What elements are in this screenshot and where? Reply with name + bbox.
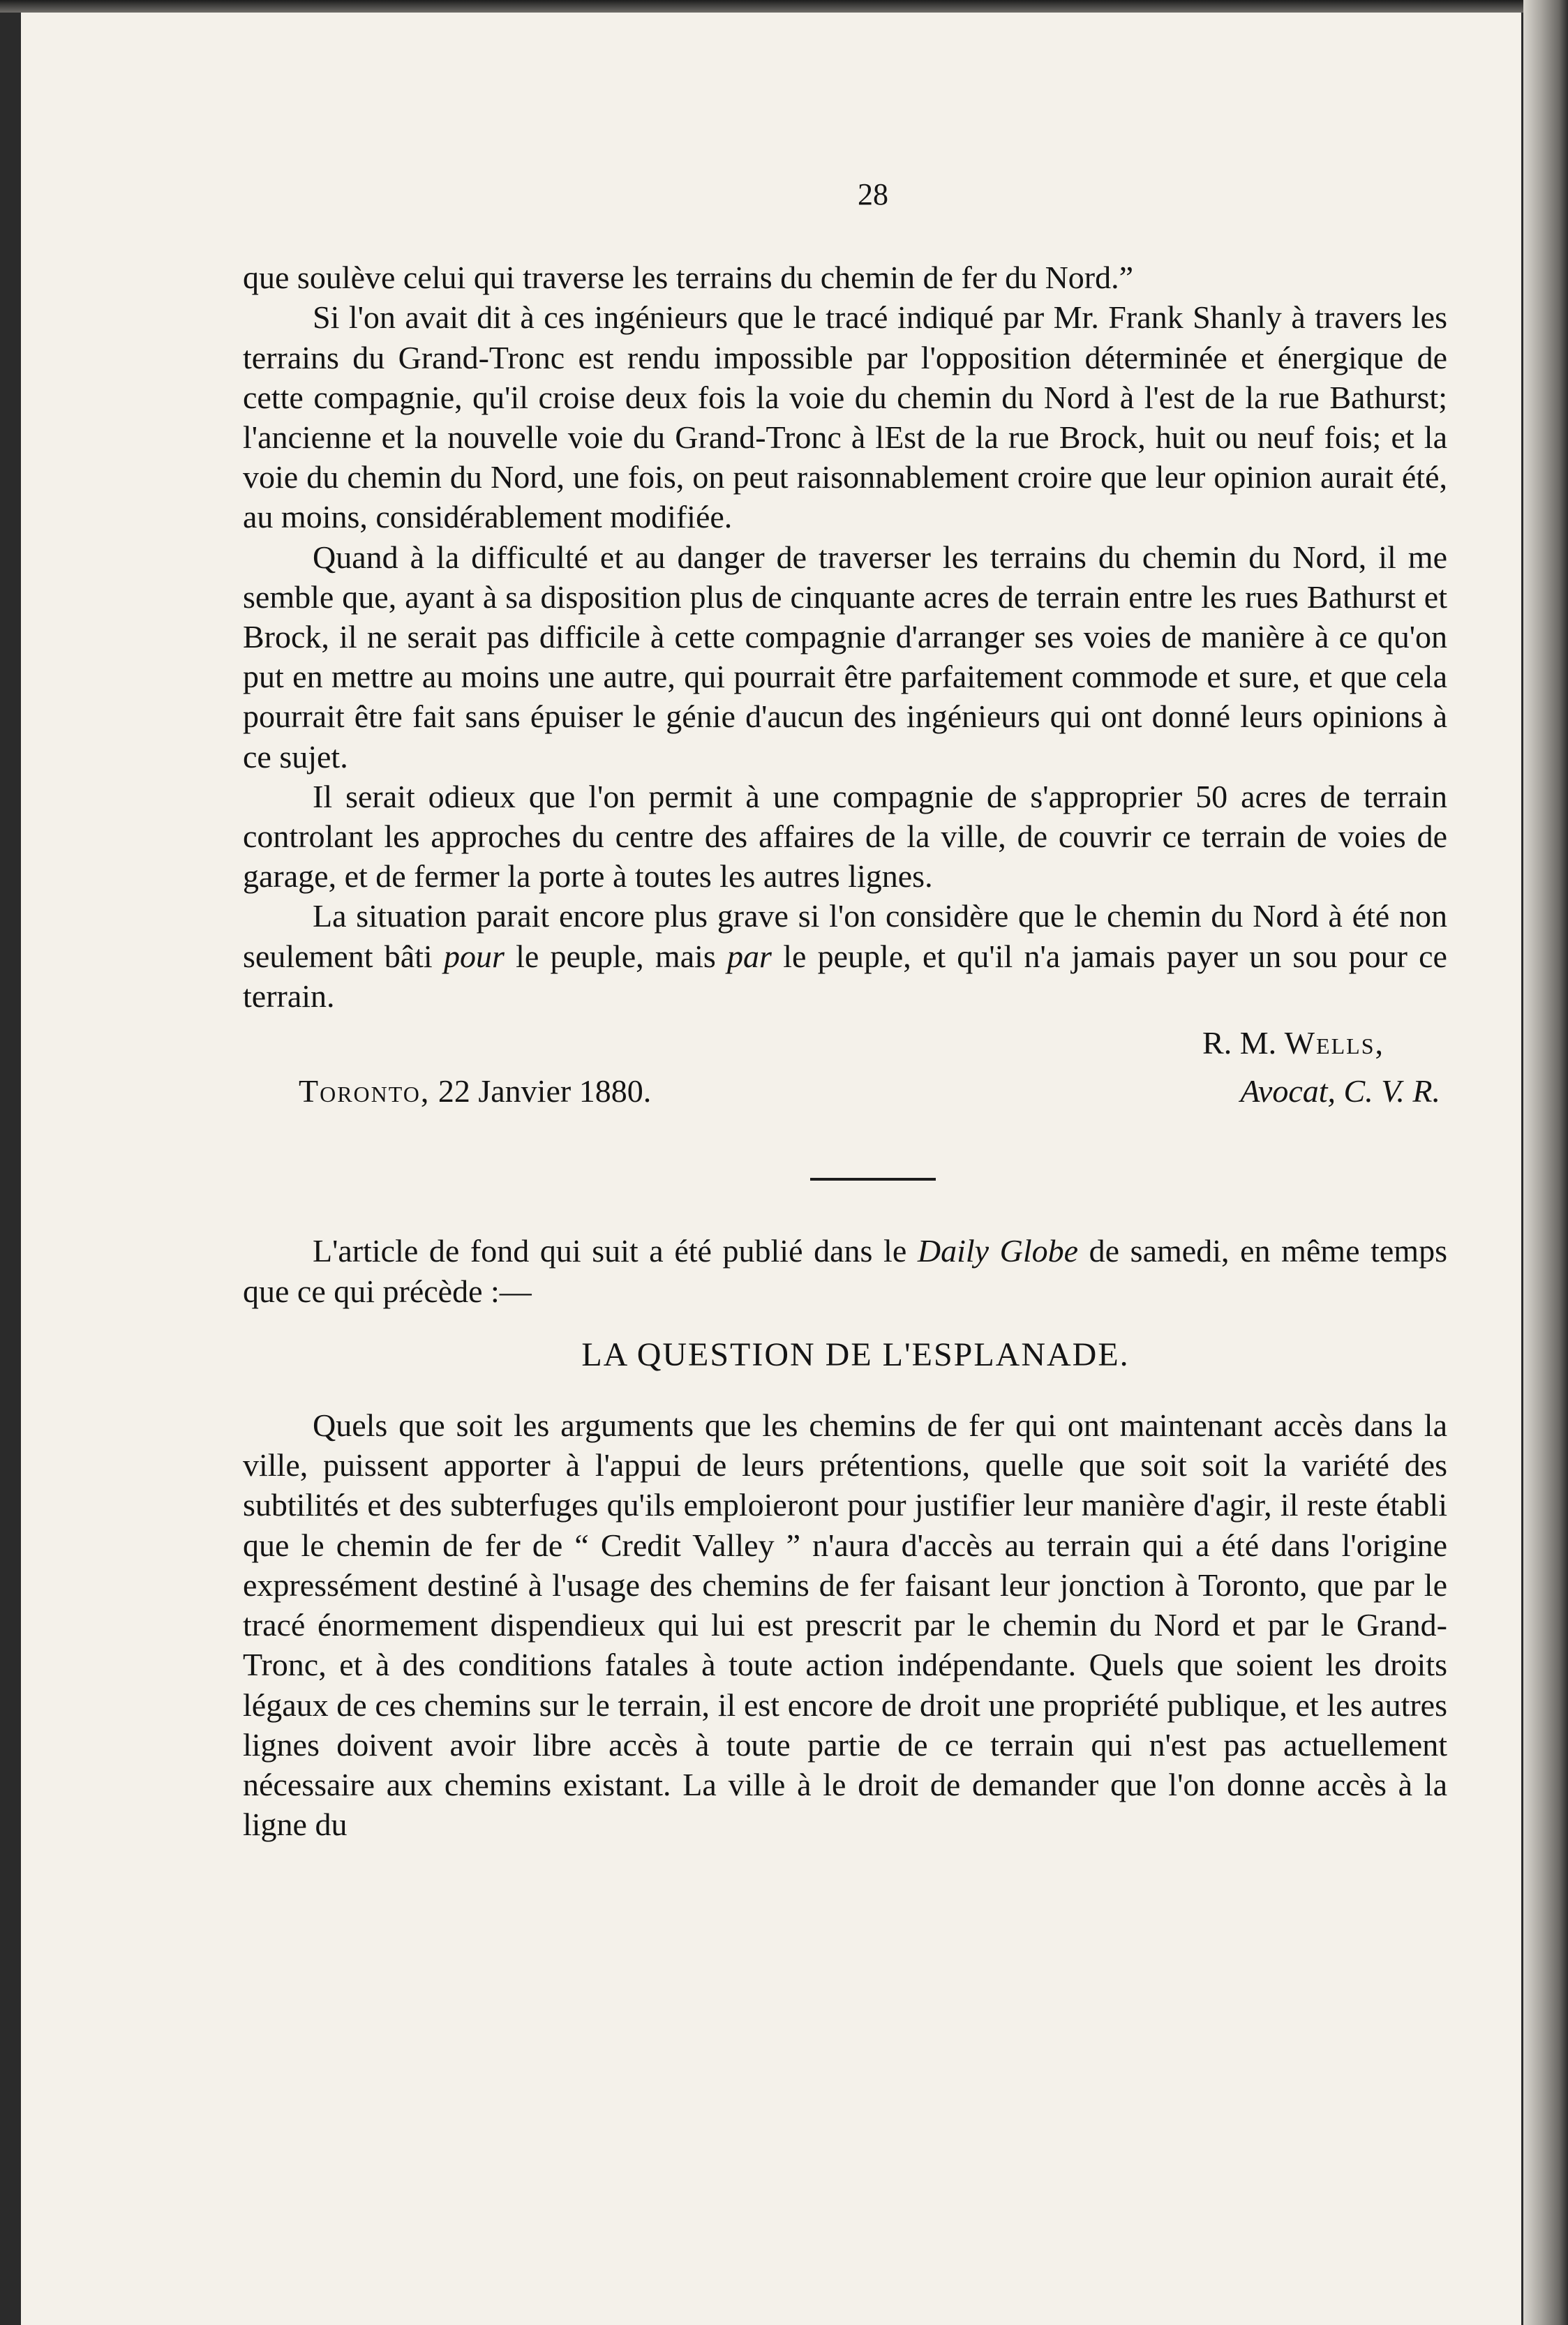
article-paragraph: Quels que soit les arguments que les chemins de fer qui ont maintenant accès dans la ville, puissent apporter à l'appui de leurs prétentions, quelle que soit soit la variété des subtilités et des subterfuges qu'ils emploieront pour justifier leur manière d'agir, il reste établi que le chemin de fer de “ Credit Valley ” n'aura d'accès au terrain qui a été dans l'origine expressément destiné à l'usage des chemins de fer faisant leur jonction à Toronto, que par le tracé énormement dispendieux qui lui est prescrit par le chemin du Nord et par le Grand-Tronc, et à des conditions fatales à toute action indépendante. Quels que soient les droits légaux de ces chemins sur le terrain, il est encore de droit une propriété publique, et les autres lignes doivent avoir libre accès à toute partie de ce terrain qui n'est pas actuellement nécessaire aux chemins existant. La ville à le droit de demander que l'on donne accès à la ligne du	[243, 1407, 1447, 1843]
signature-place: Toronto,	[299, 1073, 431, 1109]
section-divider	[810, 1178, 936, 1181]
intro-end: de samedi, en même temps que ce qui précède :—	[243, 1233, 1447, 1309]
italic-par: par	[727, 938, 772, 974]
italic-pour: pour	[443, 938, 505, 974]
paragraph-5-middle: le peuple, mais	[504, 938, 728, 974]
book-page	[21, 13, 1521, 2325]
paragraph-2: Si l'on avait dit à ces ingénieurs que le tracé indiqué par Mr. Frank Shanly à travers les terrains du Grand-Tronc est rendu impossible par l'opposition déterminée et énergique de cette compagnie, qu'il croise deux fois la voie du chemin du Nord à l'est de la rue Bathurst; l'ancienne et la nouvelle voie du Grand-Tronc à lEst de la rue Brock, huit ou neuf fois; et la voie du chemin du Nord, une fois, on peut raisonnablement croire que leur opinion aurait été, au moins, considérablement modifiée.	[243, 299, 1447, 535]
signature-title: Avocat, C. V. R.	[1240, 1073, 1440, 1109]
signature-date: 22 Janvier 1880.	[430, 1073, 652, 1109]
page-gutter-shadow	[1523, 0, 1568, 2325]
paragraph-1: que soulève celui qui traverse les terrains du chemin de fer du Nord.”	[243, 260, 1134, 296]
signature-name	[243, 1023, 1447, 1063]
paragraph-5-start: La situation parait encore plus grave si l'on considère que le chemin du Nord à été non seulement bâti	[243, 898, 1447, 974]
paragraph-5	[243, 896, 1447, 1016]
page-text	[243, 174, 1447, 1844]
intro-paragraph	[243, 1231, 1447, 1310]
signature-surname: Wells,	[1284, 1025, 1384, 1061]
newspaper-name: Daily Globe	[917, 1233, 1079, 1269]
signature-initials: R. M.	[1202, 1025, 1285, 1061]
paragraph-5-end: le peuple, et qu'il n'a jamais payer un sou pour ce terrain.	[243, 938, 1447, 1014]
article-heading: LA QUESTION DE L'ESPLANADE.	[581, 1336, 1130, 1373]
page-top-edge	[0, 0, 1568, 13]
intro-start: L'article de fond qui suit a été publié dans le	[313, 1233, 918, 1269]
paragraph-4: Il serait odieux que l'on permit à une compagnie de s'approprier 50 acres de terrain controlant les approches du centre des affaires de la ville, de couvrir ce terrain de voies de garage, et de fermer la porte à toutes les autres lignes.	[243, 778, 1447, 895]
signature-place-date	[299, 1071, 651, 1111]
signature-line	[243, 1071, 1447, 1111]
paragraph-3: Quand à la difficulté et au danger de traverser les terrains du chemin du Nord, il me semble que, ayant à sa disposition plus de cinquante acres de terrain entre les rues Bathurst et Brock, il ne serait pas difficile à cette compagnie d'arranger ses voies de manière à ce qu'on put en mettre au moins une autre, qui pourrait être parfaitement commode et sure, et que cela pourrait être fait sans épuiser le génie d'aucun des ingénieurs qui ont donné leurs opinions à ce sujet.	[243, 539, 1447, 775]
page-number: 28	[858, 177, 888, 211]
